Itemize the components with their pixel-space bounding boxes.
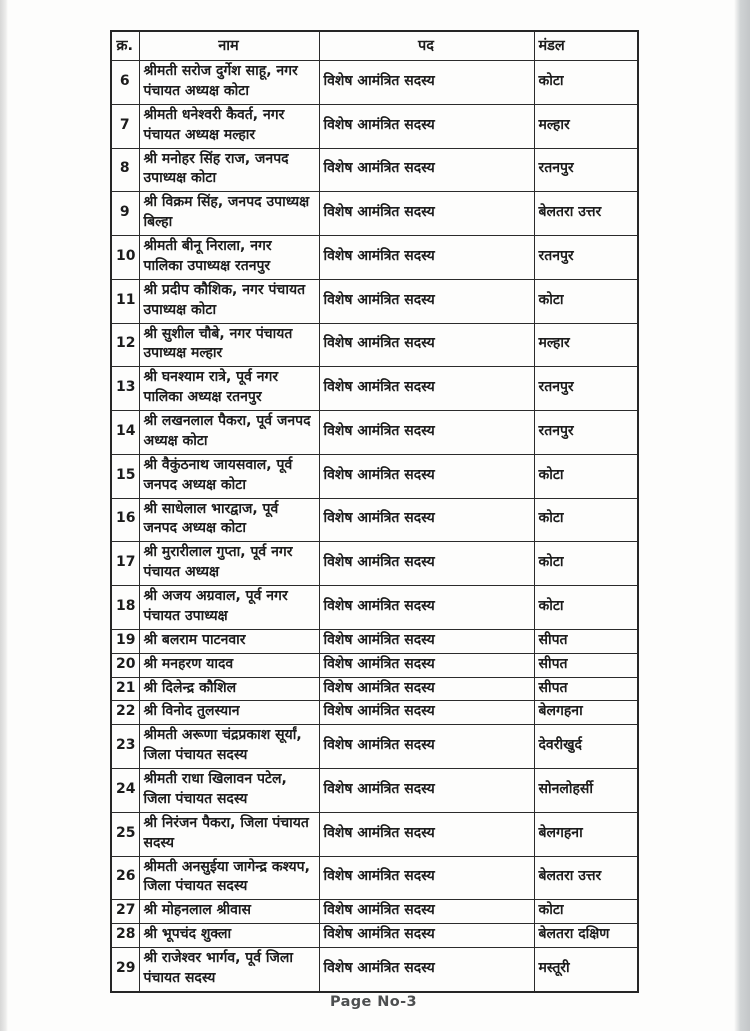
- members-table: [110, 30, 639, 993]
- member-division: बेलतरा उत्तर: [534, 192, 638, 236]
- member-post: विशेष आमंत्रित सदस्य: [319, 367, 534, 411]
- member-name: श्री निरंजन पैकरा, जिला पंचायत सदस्य: [139, 812, 319, 856]
- member-division: सोनलोहर्सी: [534, 769, 638, 813]
- member-name: श्री मनोहर सिंह राज, जनपद उपाध्यक्ष कोटा: [139, 148, 319, 192]
- row-serial-number: 29: [111, 948, 139, 992]
- table-row: [111, 236, 638, 280]
- table-row: [111, 367, 638, 411]
- row-serial-number: 22: [111, 701, 139, 725]
- row-serial-number: 11: [111, 279, 139, 323]
- member-division: मल्हार: [534, 104, 638, 148]
- member-post: विशेष आमंत्रित सदस्य: [319, 653, 534, 677]
- member-name: श्री अजय अग्रवाल, पूर्व नगर पंचायत उपाध्यक्ष: [139, 586, 319, 630]
- row-serial-number: 7: [111, 104, 139, 148]
- member-name: श्री बलराम पाटनवार: [139, 629, 319, 653]
- table-row: [111, 677, 638, 701]
- member-division: बेलतरा दक्षिण: [534, 924, 638, 948]
- table-row: [111, 924, 638, 948]
- member-division: मस्तूरी: [534, 948, 638, 992]
- table-row: [111, 104, 638, 148]
- member-division: रतनपुर: [534, 148, 638, 192]
- member-post: विशेष आमंत्रित सदस्य: [319, 323, 534, 367]
- member-post: विशेष आमंत्रित सदस्य: [319, 104, 534, 148]
- member-division: बेलगहना: [534, 812, 638, 856]
- table-row: [111, 411, 638, 455]
- row-serial-number: 25: [111, 812, 139, 856]
- table-row: [111, 769, 638, 813]
- row-serial-number: 12: [111, 323, 139, 367]
- member-post: विशेष आमंत्रित सदस्य: [319, 725, 534, 769]
- member-post: विशेष आमंत्रित सदस्य: [319, 629, 534, 653]
- member-division: देवरीखुर्द: [534, 725, 638, 769]
- row-serial-number: 15: [111, 454, 139, 498]
- table-row: [111, 725, 638, 769]
- member-post: विशेष आमंत्रित सदस्य: [319, 454, 534, 498]
- row-serial-number: 10: [111, 236, 139, 280]
- member-division: सीपत: [534, 629, 638, 653]
- row-serial-number: 8: [111, 148, 139, 192]
- row-serial-number: 9: [111, 192, 139, 236]
- member-name: श्रीमती बीनू निराला, नगर पालिका उपाध्यक्ष रतनपुर: [139, 236, 319, 280]
- member-division: मल्हार: [534, 323, 638, 367]
- member-post: विशेष आमंत्रित सदस्य: [319, 148, 534, 192]
- member-division: रतनपुर: [534, 236, 638, 280]
- column-header-post: पद: [319, 31, 534, 61]
- member-division: रतनपुर: [534, 367, 638, 411]
- table-row: [111, 498, 638, 542]
- row-serial-number: 6: [111, 61, 139, 105]
- member-division: कोटा: [534, 542, 638, 586]
- member-post: विशेष आमंत्रित सदस्य: [319, 61, 534, 105]
- member-post: विशेष आमंत्रित सदस्य: [319, 769, 534, 813]
- member-post: विशेष आमंत्रित सदस्य: [319, 279, 534, 323]
- member-post: विशेष आमंत्रित सदस्य: [319, 192, 534, 236]
- member-post: विशेष आमंत्रित सदस्य: [319, 586, 534, 630]
- member-division: कोटा: [534, 900, 638, 924]
- table-row: [111, 61, 638, 105]
- table-row: [111, 454, 638, 498]
- table-row: [111, 653, 638, 677]
- member-division: बेलतरा उत्तर: [534, 856, 638, 900]
- scan-edge-left: [0, 0, 8, 1031]
- row-serial-number: 17: [111, 542, 139, 586]
- member-name: श्री साधेलाल भारद्वाज, पूर्व जनपद अध्यक्ष कोटा: [139, 498, 319, 542]
- member-name: श्री घनश्याम रात्रे, पूर्व नगर पालिका अध्यक्ष रतनपुर: [139, 367, 319, 411]
- row-serial-number: 13: [111, 367, 139, 411]
- table-body: [111, 61, 638, 992]
- member-post: विशेष आमंत्रित सदस्य: [319, 856, 534, 900]
- row-serial-number: 24: [111, 769, 139, 813]
- table-row: [111, 586, 638, 630]
- member-division: कोटा: [534, 498, 638, 542]
- member-post: विशेष आमंत्रित सदस्य: [319, 900, 534, 924]
- member-post: विशेष आमंत्रित सदस्य: [319, 924, 534, 948]
- member-post: विशेष आमंत्रित सदस्य: [319, 498, 534, 542]
- row-serial-number: 16: [111, 498, 139, 542]
- table-row: [111, 629, 638, 653]
- member-division: रतनपुर: [534, 411, 638, 455]
- row-serial-number: 14: [111, 411, 139, 455]
- table-row: [111, 323, 638, 367]
- member-name: श्रीमती अनसुईया जागेन्द्र कश्यप, जिला पंचायत सदस्य: [139, 856, 319, 900]
- header-row: [111, 31, 638, 61]
- column-header-serial: क्र.: [111, 31, 139, 61]
- row-serial-number: 26: [111, 856, 139, 900]
- member-name: श्री राजेश्वर भार्गव, पूर्व जिला पंचायत सदस्य: [139, 948, 319, 992]
- member-division: कोटा: [534, 586, 638, 630]
- table-row: [111, 900, 638, 924]
- table-row: [111, 856, 638, 900]
- member-post: विशेष आमंत्रित सदस्य: [319, 236, 534, 280]
- member-name: श्री मनहरण यादव: [139, 653, 319, 677]
- row-serial-number: 23: [111, 725, 139, 769]
- member-name: श्रीमती सरोज दुर्गेश साहू, नगर पंचायत अध्यक्ष कोटा: [139, 61, 319, 105]
- member-name: श्री भूपचंद शुक्ला: [139, 924, 319, 948]
- member-name: श्री विनोद तुलस्यान: [139, 701, 319, 725]
- row-serial-number: 27: [111, 900, 139, 924]
- table-row: [111, 812, 638, 856]
- page-number-footer: Page No-3: [329, 994, 418, 1010]
- member-post: विशेष आमंत्रित सदस्य: [319, 677, 534, 701]
- table-row: [111, 701, 638, 725]
- table-row: [111, 279, 638, 323]
- member-division: कोटा: [534, 279, 638, 323]
- row-serial-number: 18: [111, 586, 139, 630]
- member-name: श्री दिलेन्द्र कौशिल: [139, 677, 319, 701]
- member-name: श्री लखनलाल पैकरा, पूर्व जनपद अध्यक्ष कोटा: [139, 411, 319, 455]
- member-division: कोटा: [534, 61, 638, 105]
- table-row: [111, 148, 638, 192]
- member-post: विशेष आमंत्रित सदस्य: [319, 948, 534, 992]
- member-post: विशेष आमंत्रित सदस्य: [319, 411, 534, 455]
- member-division: सीपत: [534, 677, 638, 701]
- member-name: श्रीमती राधा खिलावन पटेल, जिला पंचायत सदस्य: [139, 769, 319, 813]
- row-serial-number: 19: [111, 629, 139, 653]
- member-name: श्री प्रदीप कौशिक, नगर पंचायत उपाध्यक्ष कोटा: [139, 279, 319, 323]
- member-name: श्री मुरारीलाल गुप्ता, पूर्व नगर पंचायत अध्यक्ष: [139, 542, 319, 586]
- row-serial-number: 28: [111, 924, 139, 948]
- member-name: श्रीमती अरूणा चंद्रप्रकाश सूर्यां, जिला पंचायत सदस्य: [139, 725, 319, 769]
- row-serial-number: 20: [111, 653, 139, 677]
- table-row: [111, 948, 638, 992]
- member-name: श्रीमती धनेश्वरी कैवर्त, नगर पंचायत अध्यक्ष मल्हार: [139, 104, 319, 148]
- table-row: [111, 192, 638, 236]
- member-name: श्री सुशील चौबे, नगर पंचायत उपाध्यक्ष मल्हार: [139, 323, 319, 367]
- member-name: श्री विक्रम सिंह, जनपद उपाध्यक्ष बिल्हा: [139, 192, 319, 236]
- member-name: श्री मोहनलाल श्रीवास: [139, 900, 319, 924]
- table-row: [111, 542, 638, 586]
- row-serial-number: 21: [111, 677, 139, 701]
- table-header: [111, 31, 638, 61]
- member-division: बेलगहना: [534, 701, 638, 725]
- member-post: विशेष आमंत्रित सदस्य: [319, 542, 534, 586]
- member-post: विशेष आमंत्रित सदस्य: [319, 701, 534, 725]
- member-post: विशेष आमंत्रित सदस्य: [319, 812, 534, 856]
- column-header-division: मंडल: [534, 31, 638, 61]
- member-name: श्री वैकुंठनाथ जायसवाल, पूर्व जनपद अध्यक्ष कोटा: [139, 454, 319, 498]
- scan-edge-right: [734, 0, 750, 1031]
- member-division: सीपत: [534, 653, 638, 677]
- member-division: कोटा: [534, 454, 638, 498]
- column-header-name: नाम: [139, 31, 319, 61]
